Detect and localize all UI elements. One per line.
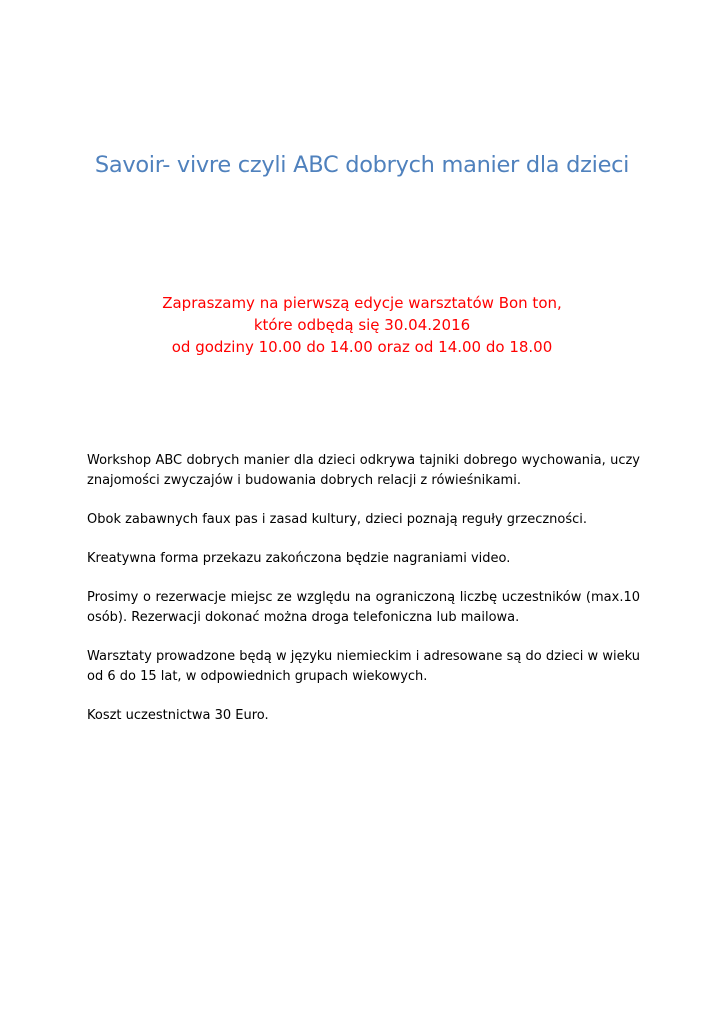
invitation-block <box>0 292 724 358</box>
paragraph-reservation: Prosimy o rezerwacje miejsc ze względu na ograniczoną liczbę uczestników (max.10 osób). Rezerwacji dokonać można droga telefoniczna lub mailowa. <box>87 590 640 625</box>
invitation-line-1: Zapraszamy na pierwszą edycje warsztatów Bon ton, <box>162 294 562 312</box>
invitation-line-3: od godziny 10.00 do 14.00 oraz od 14.00 do 18.00 <box>171 338 553 356</box>
paragraph-language-age: Warsztaty prowadzone będą w języku niemieckim i adresowane są do dzieci w wieku od 6 do 15 lat, w odpowiednich grupach wiekowych. <box>87 649 640 684</box>
paragraph-description: Workshop ABC dobrych manier dla dzieci odkrywa tajniki dobrego wychowania, uczy znajomości zwyczajów i budowania dobrych relacji z rówieśnikami. <box>87 453 640 488</box>
document-body <box>87 451 640 745</box>
paragraph-video: Kreatywna forma przekazu zakończona będzie nagraniami video. <box>87 551 511 566</box>
invitation-line-2: które odbędą się 30.04.2016 <box>253 316 471 334</box>
paragraph-faux-pas: Obok zabawnych faux pas i zasad kultury, dzieci poznają reguły grzeczności. <box>87 512 588 527</box>
paragraph-cost: Koszt uczestnictwa 30 Euro. <box>87 708 269 723</box>
document-title: Savoir- vivre czyli ABC dobrych manier dla dzieci <box>94 152 630 178</box>
